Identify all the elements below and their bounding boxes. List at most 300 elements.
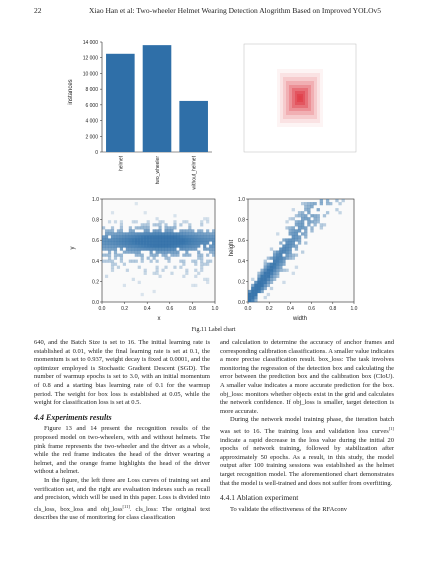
xy-heat-cell — [111, 269, 114, 272]
wh-heat-cell — [279, 260, 282, 263]
xy-heat-cell — [141, 238, 144, 241]
xy-heat-cell — [147, 257, 150, 260]
wh-heat-cell — [282, 263, 285, 266]
xy-heat-cell — [167, 260, 170, 263]
xy-heat-cell — [164, 266, 167, 269]
xy-heat-cell — [120, 244, 123, 247]
wh-heat-cell — [279, 257, 282, 260]
xy-heat-cell — [176, 244, 179, 247]
wh-heat-cell — [279, 254, 282, 257]
xy-heat-cell — [203, 247, 206, 250]
paragraph-text: indicate a rapid decrease in the loss value during the initial 20 epochs of network training, followed by stabilization after approximately 50 epochs. As a result, in this study, the model output after 100 training sessions was established as the helmet target recognition model. The aforementioned chart demonstrates that the model is well-trained and does not suffer from overfitting. — [220, 436, 394, 487]
xy-heat-cell — [167, 251, 170, 254]
xy-heat-cell — [188, 235, 191, 238]
wh-heat-cell — [257, 275, 260, 278]
wh-heat-cell — [267, 269, 270, 272]
xy-heat-cell — [209, 260, 212, 263]
xy-heat-cell — [153, 232, 156, 235]
wh-heat-cell — [320, 226, 323, 229]
wh-heat-cell — [254, 293, 257, 296]
xy-heat-cell — [209, 235, 212, 238]
xy-heat-cell — [191, 229, 194, 232]
xy-heat-cell — [206, 260, 209, 263]
xy-heat-cell — [126, 232, 129, 235]
wh-heat-cell — [298, 223, 301, 226]
xy-heat-cell — [164, 232, 167, 235]
xy-heat-cell — [135, 238, 138, 241]
xy-heat-cell — [200, 241, 203, 244]
xy-heat-cell — [164, 247, 167, 250]
citation: [1] — [388, 425, 394, 431]
xy-heat-cell — [114, 244, 117, 247]
wh-y-tick-label: 0.8 — [238, 217, 245, 224]
wh-heat-cell — [248, 290, 251, 293]
xy-heat-cell — [164, 226, 167, 229]
xy-heat-cell — [203, 278, 206, 281]
xy-heat-cell — [185, 251, 188, 254]
xy-heat-cell — [120, 232, 123, 235]
xy-heat-cell — [182, 260, 185, 263]
wh-heat-cell — [298, 238, 301, 241]
xy-heat-cell — [179, 229, 182, 232]
xy-heat-cell — [197, 235, 200, 238]
xy-heat-cell — [194, 247, 197, 250]
xy-heat-cell — [108, 251, 111, 254]
wh-x-tick-label: 1.0 — [350, 306, 358, 312]
xy-heat-cell — [144, 272, 147, 275]
xy-heat-cell — [153, 290, 156, 293]
xy-heat-cell — [105, 238, 108, 241]
wh-heat-cell — [254, 296, 257, 299]
xy-heat-cell — [188, 232, 191, 235]
bar — [179, 101, 208, 152]
xy-heat-cell — [185, 238, 188, 241]
xy-heat-cell — [200, 263, 203, 266]
paragraph — [220, 416, 394, 488]
wh-x-tick-label: 0.6 — [308, 306, 316, 312]
xy-heat-cell — [123, 232, 126, 235]
wh-heat-cell — [267, 278, 270, 281]
wh-heat-cell — [289, 238, 292, 241]
xy-heat-cell — [123, 251, 126, 254]
wh-heat-cell — [313, 220, 316, 223]
wh-heat-cell — [282, 257, 285, 260]
xy-heat-cell — [114, 235, 117, 238]
wh-heat-cell — [267, 293, 270, 296]
xy-heat-cell — [182, 238, 185, 241]
wh-heat-cell — [267, 257, 270, 260]
wh-heat-cell — [279, 266, 282, 269]
xy-heat-cell — [191, 241, 194, 244]
wh-heat-cell — [295, 247, 298, 250]
xy-heat-cell — [206, 263, 209, 266]
bar-y-tick-label: 10 000 — [82, 71, 98, 78]
xy-heat-cell — [132, 235, 135, 238]
wh-heat-cell — [295, 266, 298, 269]
xy-heat-cell — [197, 272, 200, 275]
xy-heat-cell — [147, 223, 150, 226]
wh-heat-cell — [264, 284, 267, 287]
xy-heat-cell — [182, 244, 185, 247]
xy-heat-cell — [161, 247, 164, 250]
xy-heat-cell — [182, 247, 185, 250]
section-heading: 4.4 Experiments results — [34, 412, 112, 422]
xy-heat-cell — [185, 235, 188, 238]
xy-heat-cell — [170, 272, 173, 275]
bar-category-label: helmet — [118, 156, 125, 172]
bar-y-tick-label: 14 000 — [82, 40, 98, 46]
xy-heat-cell — [170, 247, 173, 250]
xy-heat-cell — [156, 254, 159, 257]
wh-x-tick-label: 0.0 — [244, 306, 252, 312]
xy-y-tick-label: 0.2 — [92, 279, 99, 286]
wh-heat-cell — [264, 278, 267, 281]
xy-heat-cell — [206, 232, 209, 235]
xy-heat-cell — [150, 244, 153, 247]
wh-heat-cell — [285, 251, 288, 254]
wh-heat-cell — [289, 257, 292, 260]
wh-heat-cell — [295, 235, 298, 238]
wh-heat-cell — [257, 278, 260, 281]
wh-heat-cell — [260, 269, 263, 272]
wh-heat-cell — [292, 208, 295, 211]
xy-heat-cell — [159, 275, 162, 278]
wh-heat-cell — [254, 290, 257, 293]
xy-heat-cell — [200, 232, 203, 235]
wh-heat-cell — [310, 229, 313, 232]
xy-heat-cell — [164, 244, 167, 247]
wh-heat-cell — [276, 272, 279, 275]
box-center-heatmap — [244, 44, 356, 152]
xy-heat-cell — [135, 241, 138, 244]
wh-heat-cell — [335, 199, 338, 202]
wh-heat-cell — [257, 284, 260, 287]
xy-heat-cell — [176, 238, 179, 241]
xy-heat-cell — [135, 251, 138, 254]
wh-heat-cell — [285, 238, 288, 241]
xy-heat-cell — [129, 229, 132, 232]
wh-y-tick-label: 0.4 — [238, 258, 245, 265]
xy-heat-cell — [176, 241, 179, 244]
xy-heat-cell — [173, 244, 176, 247]
wh-heat-cell — [257, 281, 260, 284]
wh-heat-cell — [292, 238, 295, 241]
xy-heat-cell — [135, 226, 138, 229]
xy-heat-cell — [120, 226, 123, 229]
xy-heat-cell — [173, 223, 176, 226]
bar-y-tick-label: 2 000 — [85, 134, 98, 141]
wh-heat-cell — [295, 220, 298, 223]
wh-heat-cell — [270, 269, 273, 272]
xy-heat-cell — [191, 238, 194, 241]
xy-heat-cell — [167, 244, 170, 247]
xy-heat-cell — [179, 223, 182, 226]
xy-heat-cell — [156, 247, 159, 250]
xy-heat-cell — [176, 232, 179, 235]
xy-heat-cell — [159, 238, 162, 241]
xy-heat-cell — [123, 238, 126, 241]
paragraph-text: . cls_loss: The original text describes the use of monitoring for class classification — [34, 505, 210, 522]
wh-heat-cell — [320, 202, 323, 205]
xy-heat-cell — [203, 244, 206, 247]
wh-heat-cell — [264, 287, 267, 290]
xy-heat-cell — [194, 244, 197, 247]
xy-x-tick-label: 1.0 — [211, 306, 219, 312]
xy-heat-cell — [153, 241, 156, 244]
xy-heat-cell — [141, 223, 144, 226]
xy-heat-cell — [111, 226, 114, 229]
xy-heat-cell — [173, 238, 176, 241]
xy-heat-cell — [132, 232, 135, 235]
wh-heat-cell — [301, 223, 304, 226]
xy-heat-cell — [111, 260, 114, 263]
xy-heat-cell — [105, 260, 108, 263]
xy-heat-cell — [212, 241, 215, 244]
wh-heat-cell — [282, 247, 285, 250]
xy-heat-cell — [144, 247, 147, 250]
xy-heat-cell — [161, 235, 164, 238]
xy-heat-cell — [212, 238, 215, 241]
wh-heat-cell — [304, 229, 307, 232]
xy-y-axis-label: y — [70, 246, 76, 250]
xy-heat-cell — [150, 247, 153, 250]
wh-heat-cell — [307, 220, 310, 223]
wh-y-tick-label: 1.0 — [238, 197, 245, 203]
xy-heat-cell — [132, 220, 135, 223]
xy-heat-cell — [209, 232, 212, 235]
wh-heat-cell — [267, 272, 270, 275]
xy-heat-cell — [123, 241, 126, 244]
xy-heat-cell — [144, 241, 147, 244]
wh-heat-cell — [260, 284, 263, 287]
xy-heat-cell — [185, 254, 188, 257]
wh-heat-cell — [257, 287, 260, 290]
xy-heat-cell — [173, 251, 176, 254]
xy-heat-cell — [159, 223, 162, 226]
xy-heat-cell — [191, 284, 194, 287]
xy-heat-cell — [185, 269, 188, 272]
wh-heat-cell — [289, 229, 292, 232]
xy-heat-cell — [194, 232, 197, 235]
xy-heat-cell — [153, 229, 156, 232]
xy-heat-cell — [129, 241, 132, 244]
xy-heat-cell — [194, 269, 197, 272]
xy-heat-cell — [212, 229, 215, 232]
wh-heat-cell — [329, 202, 332, 205]
wh-heat-cell — [295, 232, 298, 235]
wh-heat-cell — [310, 214, 313, 217]
wh-heat-cell — [301, 202, 304, 205]
wh-heat-cell — [313, 214, 316, 217]
xy-heat-cell — [164, 257, 167, 260]
xy-heat-cell — [194, 260, 197, 263]
xy-heatmap — [70, 197, 219, 322]
xy-heat-cell — [117, 244, 120, 247]
wh-heat-cell — [251, 299, 254, 302]
xy-heat-cell — [170, 241, 173, 244]
wh-y-tick-label: 0.0 — [238, 300, 245, 306]
xy-heat-cell — [164, 241, 167, 244]
xy-heat-cell — [135, 247, 138, 250]
wh-heat-cell — [285, 244, 288, 247]
paragraph: and calculation to determine the accuracy of anchor frames and corresponding calibration classifications. A smaller value indicates a more precise classification result. box_loss: The task involves monitoring the regression of the detection box and calculating the error between the prediction box and the calibration box (CIoU). A smaller value indicates a more accurate prediction for the box. obj_loss: monitors whether objects exist in the grid and calculates the network confidence. If obj_loss is smaller, target detection is more accurate. — [220, 339, 394, 415]
xy-heat-cell — [111, 235, 114, 238]
xy-heat-cell — [200, 260, 203, 263]
wh-heat-cell — [251, 284, 254, 287]
xy-heat-cell — [129, 226, 132, 229]
wh-heat-cell — [338, 202, 341, 205]
wh-heat-cell — [289, 232, 292, 235]
wh-heat-cell — [254, 281, 257, 284]
xy-heat-cell — [156, 251, 159, 254]
wh-heat-cell — [282, 238, 285, 241]
xy-heat-cell — [194, 284, 197, 287]
xy-heat-cell — [167, 232, 170, 235]
xy-heat-cell — [138, 247, 141, 250]
xy-heat-cell — [150, 251, 153, 254]
wh-heat-cell — [254, 299, 257, 302]
xy-heat-cell — [141, 260, 144, 263]
xy-heat-cell — [197, 257, 200, 260]
xy-heat-cell — [182, 235, 185, 238]
xy-heat-cell — [126, 269, 129, 272]
wh-heat-cell — [276, 232, 279, 235]
wh-heat-cell — [304, 232, 307, 235]
wh-heat-cell — [289, 247, 292, 250]
xy-heat-cell — [185, 229, 188, 232]
wh-heat-cell — [304, 214, 307, 217]
xy-heat-cell — [212, 232, 215, 235]
xy-x-tick-label: 0.2 — [121, 306, 129, 312]
xy-heat-cell — [111, 263, 114, 266]
right-column — [220, 339, 394, 514]
wh-heat-cell — [267, 275, 270, 278]
xy-heat-cell — [147, 244, 150, 247]
wh-heat-cell — [295, 244, 298, 247]
xy-heat-cell — [209, 251, 212, 254]
wh-heat-cell — [298, 226, 301, 229]
xy-heat-cell — [120, 238, 123, 241]
xy-heat-cell — [182, 241, 185, 244]
wh-heat-cell — [260, 272, 263, 275]
wh-heat-cell — [276, 251, 279, 254]
wh-heat-cell — [326, 211, 329, 214]
wh-heat-cell — [310, 226, 313, 229]
wh-heat-cell — [279, 269, 282, 272]
xy-heat-cell — [197, 244, 200, 247]
bar-category-label: without_helmet — [191, 156, 198, 190]
bar-y-tick-label: 12 000 — [82, 55, 98, 62]
wh-heat-cell — [295, 254, 298, 257]
xy-heat-cell — [164, 223, 167, 226]
wh-heat-cell — [273, 269, 276, 272]
xy-heat-cell — [203, 263, 206, 266]
xy-heat-cell — [147, 238, 150, 241]
xy-heat-cell — [164, 251, 167, 254]
xy-heat-cell — [108, 260, 111, 263]
xy-heat-cell — [150, 235, 153, 238]
wh-heat-cell — [298, 211, 301, 214]
wh-x-tick-label: 0.8 — [329, 306, 337, 312]
xy-heat-cell — [123, 284, 126, 287]
xy-heat-cell — [117, 241, 120, 244]
wh-heat-cell — [298, 235, 301, 238]
wh-heat-cell — [295, 223, 298, 226]
wh-heat-cell — [279, 263, 282, 266]
xy-heat-cell — [147, 232, 150, 235]
xy-heat-cell — [182, 232, 185, 235]
xy-heat-cell — [191, 244, 194, 247]
xy-heat-cell — [123, 263, 126, 266]
wh-heat-cell — [295, 238, 298, 241]
wh-heat-cell — [317, 214, 320, 217]
xy-heat-cell — [161, 254, 164, 257]
wh-heat-cell — [260, 290, 263, 293]
wh-heat-cell — [323, 223, 326, 226]
xy-heat-cell — [203, 235, 206, 238]
xy-heat-cell — [120, 257, 123, 260]
wh-x-tick-label: 0.2 — [265, 306, 273, 312]
xy-heat-cell — [206, 238, 209, 241]
xy-heat-cell — [126, 244, 129, 247]
xy-heat-cell — [212, 235, 215, 238]
xy-heat-cell — [141, 254, 144, 257]
xy-heat-cell — [179, 235, 182, 238]
xy-heat-cell — [117, 229, 120, 232]
xy-heat-cell — [135, 244, 138, 247]
xy-heat-cell — [141, 244, 144, 247]
running-title: Xiao Han et al: Two-wheeler Helmet Wearing Detection Alogrithm Based on Improved YOLOv5 — [89, 6, 381, 15]
xy-heat-cell — [173, 235, 176, 238]
wh-heat-cell — [285, 226, 288, 229]
xy-heat-cell — [156, 241, 159, 244]
xy-heat-cell — [102, 241, 105, 244]
xy-heat-cell — [108, 232, 111, 235]
xy-heat-cell — [206, 235, 209, 238]
wh-heat-cell — [270, 275, 273, 278]
wh-heat-cell — [326, 202, 329, 205]
wh-heat-cell — [304, 202, 307, 205]
figure-caption: Fig.11 Label chart — [191, 327, 236, 333]
xy-heat-cell — [200, 220, 203, 223]
wh-heat-cell — [320, 199, 323, 202]
wh-heat-cell — [251, 287, 254, 290]
xy-heat-cell — [159, 251, 162, 254]
wh-x-axis-label: width — [292, 316, 308, 322]
xy-heat-cell — [108, 229, 111, 232]
xy-heat-cell — [173, 247, 176, 250]
xy-heat-cell — [200, 238, 203, 241]
wh-heat-cell — [317, 217, 320, 220]
xy-heat-cell — [182, 275, 185, 278]
wh-heat-cell — [310, 220, 313, 223]
xy-heat-cell — [120, 223, 123, 226]
xy-heat-cell — [108, 254, 111, 257]
xy-heat-cell — [117, 238, 120, 241]
xy-heat-cell — [179, 241, 182, 244]
subsection-heading: 4.4.1 Ablation experiment — [220, 493, 299, 503]
xy-heat-cell — [156, 266, 159, 269]
page-number: 22 — [34, 6, 42, 15]
xy-heat-cell — [194, 275, 197, 278]
xy-heat-cell — [126, 251, 129, 254]
xy-heat-cell — [138, 244, 141, 247]
wh-heat-cell — [273, 263, 276, 266]
paragraph-text: In the figure, the left three are Loss curves of training set and verification set, and the right are evaluation indexes such as recall and precision, which will be used in this paper. Loss is divided into cls_loss, box_loss and obj_loss — [34, 476, 210, 513]
wh-heat-cell — [289, 226, 292, 229]
xy-heat-cell — [173, 266, 176, 269]
xy-heat-cell — [170, 251, 173, 254]
